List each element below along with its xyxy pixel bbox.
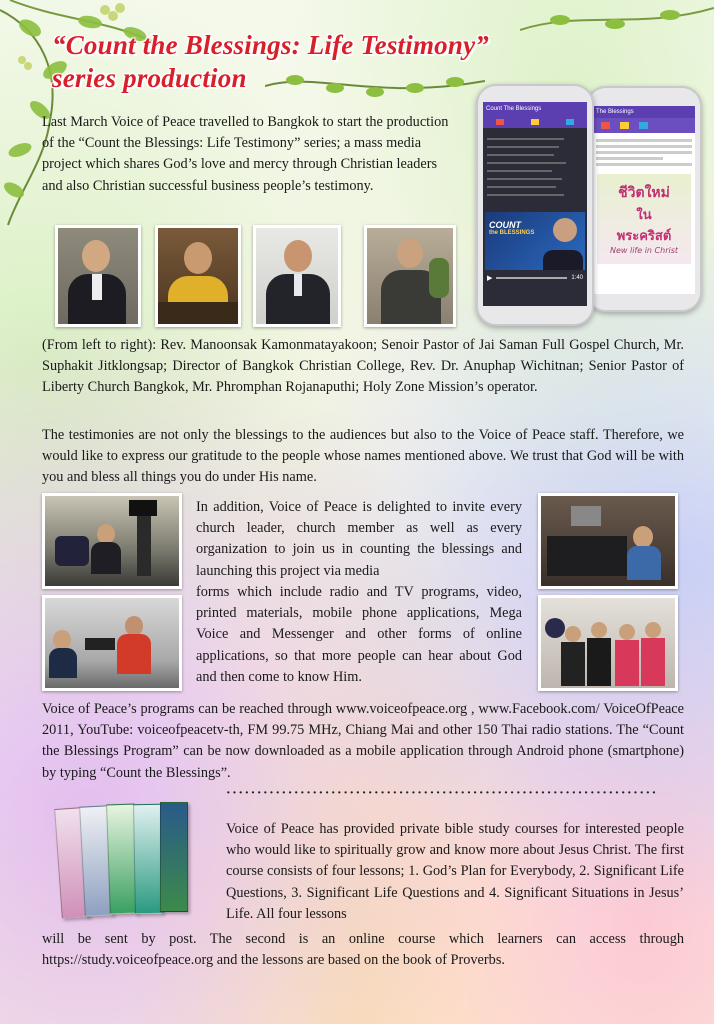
radio-icon (531, 119, 539, 125)
phone-mockup-front (476, 84, 594, 326)
bible-course-paragraph-b: will be sent by post. The second is an online course which learners can access through https://study.voiceofpeace.org and the lessons are based on the book of Proverbs. (42, 931, 684, 969)
web-icon (566, 119, 574, 125)
photo-caption: (From left to right): Rev. Manoonsak Kamonmatayakoon; Senoir Pastor of Jai Saman Full Gospel Church, Mr. Suphakit Jitklongsap; Director of Bangkok Christian College, Rev. Dr. Anuphap Wichitnan; Senior Pastor of Liberty Church Bangkok, Mr. Phromphan Rojanaputhi; Holy Zone Mission’s operator. (42, 337, 684, 396)
photo-studio-interview (42, 493, 182, 589)
phone-mockup-back (586, 86, 702, 312)
photo-office-meeting (538, 493, 678, 589)
dotted-divider: ······································································ (226, 786, 658, 801)
cover-text-4: New life in Christ (609, 246, 679, 255)
radio-icon (620, 122, 629, 129)
invitation-paragraph-b: forms which include radio and TV programs, video, printed materials, mobile phone applications, Mega Voice and Messenger and other forms of online applications, so that more people can hear about God and then come to know Him. (196, 584, 522, 685)
photo-mr-suphakit (155, 225, 241, 327)
invitation-paragraph-a: In addition, Voice of Peace is delighted to invite every church leader, church member as well as every organization to join us in counting the blessings and launching this project via media (196, 499, 522, 579)
photo-rev-manoonsak (55, 225, 141, 327)
bible-course-paragraph-a: Voice of Peace has provided private bible study courses for interested people who would like to spiritually grow and know more about Jesus Christ. The first course consists of four lessons; 1. God’s Plan for Everybody, 2. Significant Life Questions, 3. Significant Life Questions and 4. Significant Situations in Jesus’ Life. All four lessons (226, 821, 684, 922)
front-app-header: Count The Blessings (483, 102, 587, 116)
presenter-silhouette (553, 218, 577, 242)
cover-text-2: ใน (636, 208, 652, 223)
banner-subtitle: the BLESSINGS (489, 230, 535, 236)
photo-studio-filming (42, 595, 182, 691)
cover-text-3: พระคริสต์ (616, 229, 672, 244)
gratitude-paragraph: The testimonies are not only the blessings to the audiences but also to the Voice of Peace staff. Therefore, we would like to express our gratitude to the people whose names mentioned above. We trust that God will be with you and bless all things you do under His name. (42, 427, 684, 486)
book-cover-new-life (597, 174, 691, 264)
photo-rev-dr-anuphap (253, 225, 341, 327)
video-banner[interactable] (485, 212, 585, 270)
book-5 (160, 802, 188, 912)
youtube-icon (601, 122, 610, 129)
web-icon (639, 122, 648, 129)
back-app-header: The Blessings (593, 106, 695, 118)
play-icon[interactable]: ▶ (487, 275, 493, 282)
reach-paragraph: Voice of Peace’s programs can be reached through www.voiceofpeace.org , www.Facebook.com/ VoiceOfPeace 2011, YouTube: voiceofpeacetv-th, FM 99.75 MHz, Chiang Mai and other 150 Thai radio stations. The “Count the Blessings Program” can be now downloaded as a mobile application through Android phone (smartphone) by typing “Count the Blessings”. (42, 701, 684, 781)
youtube-icon (496, 119, 504, 125)
progress-track[interactable] (496, 277, 567, 279)
bible-course-books (56, 802, 206, 922)
book-4 (133, 804, 163, 914)
intro-paragraph: Last March Voice of Peace travelled to Bangkok to start the production of the “Count the Blessings: Life Testimony” series; a mass media project which shares God’s love and mercy through Christian leaders and also Christian successful business people’s testimony. (42, 114, 449, 194)
time-readout: 1:40 (571, 275, 583, 281)
banner-title: COUNT (489, 220, 521, 230)
page-title-line-1: “Count the Blessings: Life Testimony” (52, 30, 489, 60)
page-title-line-2: series production (52, 63, 247, 93)
cover-text-1: ชีวิตใหม่ (618, 185, 670, 201)
photo-group-team (538, 595, 678, 691)
vine-decoration-top-right (520, 0, 714, 50)
vine-decoration-title (265, 66, 485, 106)
photo-mr-phromphan (364, 225, 456, 327)
